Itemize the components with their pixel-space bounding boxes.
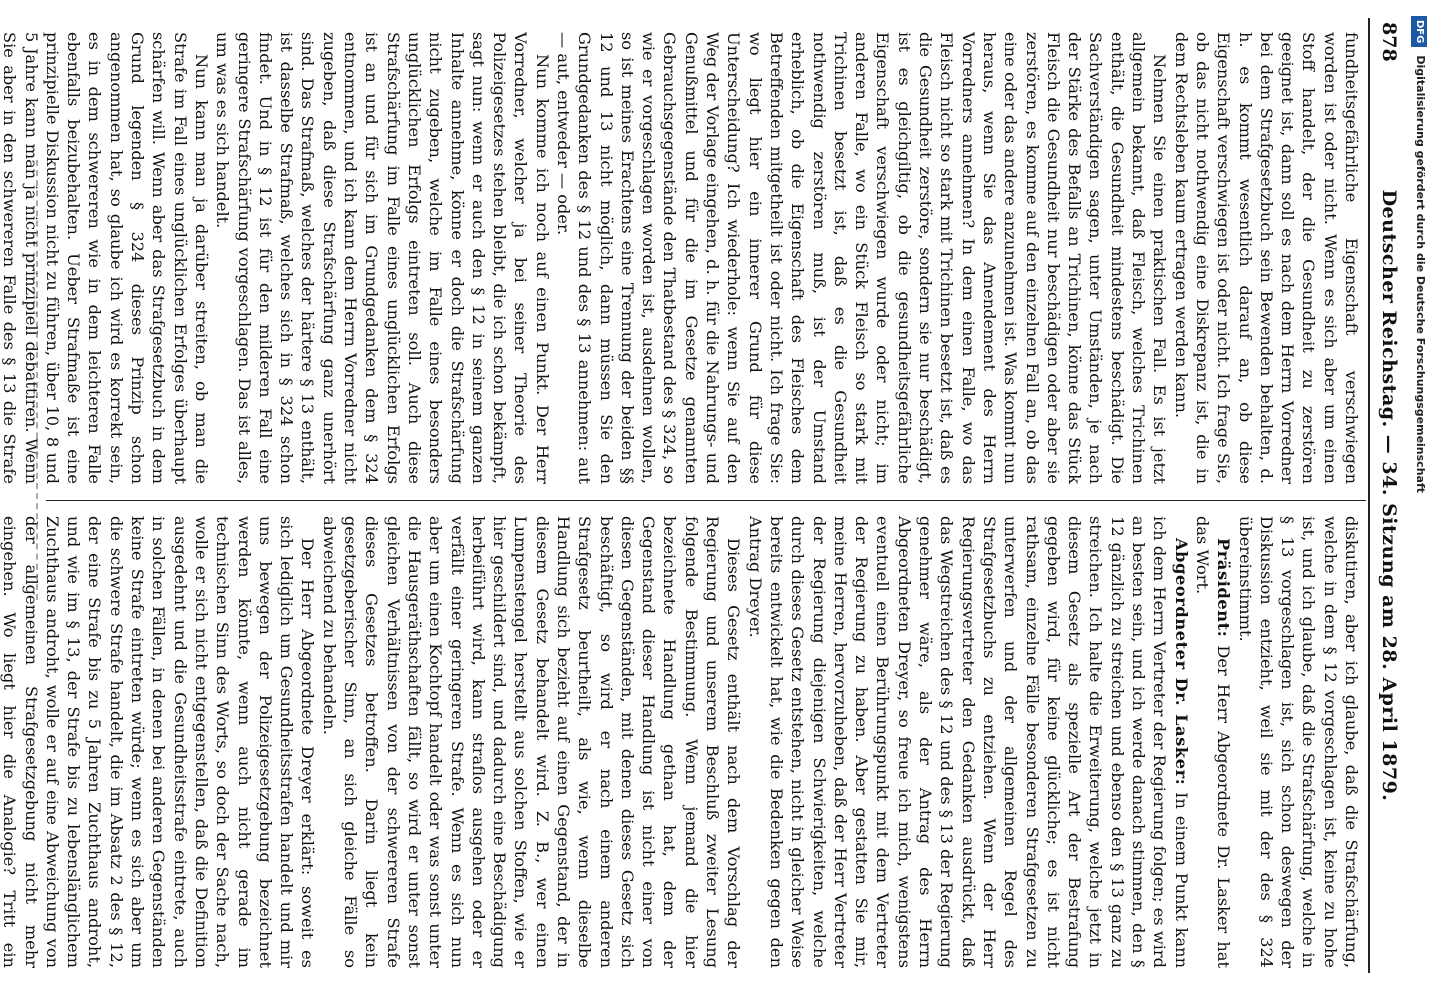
- paragraph: Nun komme ich noch auf einen Punkt. Der Herr Vorredner, welcher ja bei seiner Theorie des Polizeigesetzes stehen bleibt, die ich schon bekämpft, sagt nun: wenn er auch den § 12 in seinem ganzen Inhalte annehme, könne er doch die Strafschärfung nicht zugeben, welche im Falle eines besonders unglücklichen Erfolgs eintreten soll. Auch diese Strafschärfung im Falle eines unglücklichen Erfolgs ist an und für sich im Grundgedanken dem § 324 entnommen, und ich kann dem Herrn Vorredner nicht zugeben, daß diese Strafschärfung ganz unerhört sind. Das Strafmaß, welches der härtere § 13 enthält, ist dasselbe Strafmaß, welches sich in § 324 schon findet. Und in § 12 ist für den milderen Fall eine geringere Strafschärfung vorgeschlagen. Das ist alles, um was es sich handelt.: [213, 32, 552, 484]
- paragraph: diskutiren, aber ich glaube, daß die Strafschärfung, welche in dem § 12 vorgeschlagen ist, keine zu hohe ist, und ich glaube, daß die Strafschärfung, welche in § 13 vorgeschlagen ist, sich schon deswegen der Diskussion entzieht, weil sie mit der des § 324 übereinstimmt.: [1235, 516, 1361, 968]
- page-header: [1368, 18, 1408, 973]
- paragraph: fundheitsgefährliche Eigenschaft verschwiegen worden ist oder nicht. Wenn es sich aber um einen Stoff handelt, der die Gesundheit zu zerstören geeignet ist, dann soll es nach dem Herrn Vorredner bei dem Strafgesetzbuch sein Bewenden behalten, d. h. es kommt wesentlich darauf an, ob diese Eigenschaft verschwiegen ist oder nicht. Ich frage Sie, ob das nicht nothwendig eine Diskrepanz ist, die in dem Rechtsleben kaum ertragen werden kann.: [1171, 32, 1361, 484]
- dfg-logo: DFG: [1411, 16, 1427, 47]
- paragraph: Dieses Gesetz enthält nach dem Vorschlag der Regierung und unserem Beschluß zweiter Lesung folgende Bestimmung. Wenn jemand die hier bezeichnete Handlung gethan hat, dem der Gegenstand dieser Handlung ist nicht einer von diesen Gegenständen, mit denen dieses Gesetz sich beschäftigt, so wird er nach einem anderen Strafgesetz beurtheilt, als wie, wenn dieselbe Handlung sich bezieht auf einen Gegenstand, der in diesem Gesetz behandelt wird. Z. B., wer einen Lumpenstengel herstellt aus solchen Stoffen, wie er hier geschildert sind, und dadurch eine Beschädigung herbeiführt wird, kann straflos ausgehen oder er verfällt einer geringeren Strafe. Wenn es sich nun aber um einen Kochtopf handelt oder was sonst unter die Hausgeräthschaften fällt, so wird er unter sonst gleichen Verhältnissen von der schwereren Strafe dieses Gesetzes betroffen. Darin liegt kein gesetzgeberischer Sinn, an sich gleiche Fälle so abweichend zu behandeln.: [319, 516, 744, 968]
- speaker-name: Abgeordneter Dr. Lasker:: [1171, 538, 1191, 786]
- digitization-credit: [1410, 16, 1430, 976]
- right-column: [0, 516, 1362, 968]
- running-title: Deutscher Reichstag. — 34. Sitzung am 28. April 1879.: [1378, 189, 1400, 802]
- credit-text: Digitalisierung gefördert durch die Deutsche Forschungsgemeinschaft: [1414, 55, 1427, 494]
- column-divider: [46, 500, 1366, 501]
- scan-edge-artifact: [26, 160, 38, 600]
- speech-text: Der Herr Abgeordnete Dr. Lasker hat das Wort.: [1192, 516, 1234, 968]
- paragraph: Der Herr Abgeordnete Dreyer erklärt: soweit es sich lediglich um Gesundheitsstrafen handelt und mir uns bewegen der Polizeigesetzgebung bezeichnet werden könnte, wenn auch nicht gerade im technischen Sinn des Worts, so doch der Sache nach, wolle er sich nicht entgegenstellen, daß die Definition ausgedehnt und die Gesundheitsstrafe eintrete, auch in solchen Fällen, in denen bei anderen Gegenständen keine Strafe eintreten würde; wenn es sich aber um die schwere Strafe handelt, die im Absatz 2 des § 12, der eine Strafe bis zu 5 Jahren Zuchthaus androht, und wie im § 13, der Strafe bis zu lebenslänglichem Zuchthaus androht, wolle er auf eine Abweichung von der allgemeinen Strafgesetzgebung nicht mehr eingehen. Wo liegt hier die Analogie? Tritt ein: [0, 516, 318, 968]
- paragraph: Nun kann man ja darüber streiten, ob man die Strafe im Fall eines unglücklichen Erfolges überhaupt schärfen will. Wenn aber das Strafgesetzbuch in dem Grund legenden § 324 dieses Prinzip schon angenommen hat, so glaube ich wird es korrekt sein, es in dem schwereren wie in dem leichteren Falle ebenfalls beizubehalten. Ueber Strafmaße ist eine prinzipielle Diskussion nicht zu führen, über 10, 8 und 5 Jahre kann man ja nicht prinzipiell debattiren. Wenn Sie aber in den schwereren Falle des § 13 die Strafe: [0, 32, 211, 484]
- left-column: [0, 32, 1362, 484]
- speaker-paragraph: [744, 516, 1191, 968]
- speech-text: In einem Punkt kann ich dem Herrn Vertreter der Regierung folgen; es wird an besten sein, und ich werde danach stimmen, den § 12 gänzlich zu streichen und ebenso den § 13 ganz zu streichen. Ich halte die Erweiterung, welche jetzt in diesem Gesetz als spezielle Art der Bestrafung gegeben wird, für keine glückliche; es ist nicht rathsam, einzelne Fälle besonderen Strafgesetzen zu unterwerfen und der allgemeinen Regel des Strafgesetzbuchs zu entziehen. Wenn der Herr Regierungsvertreter den Gedanken ausdrückt, daß das Wegstreichen des § 12 und des § 13 der Regierung genehmer wäre, als der Antrag des Herrn Abgeordneten Dreyer, so freue ich mich, wenigstens eventuell einen Berührungspunkt mit dem Vertreter der Regierung zu haben. Aber gestatten Sie mir, meine Herren, hervorzuheben, daß der Herr Vertreter der Regierung diejenigen Schwierigkeiten, welche durch dieses Gesetz entstehen, nicht in gleicher Weise bereits entwickelt hat, wie die Bedenken gegen den Antrag Dreyer.: [745, 516, 1191, 968]
- page-number: 878: [1378, 22, 1400, 62]
- paragraph: Nehmen Sie einen praktischen Fall. Es ist jetzt allgemein bekannt, daß Fleisch, welches Trichinen enthält, die Gesundheit mindestens beschädigt. Die Sachverständigen sagen, unter Umständen, je nach der Stärke des Befalls an Trichinen, könne das Stück Fleisch die Gesundheit nur beschädigen oder aber sie zerstören, es komme auf den einzelnen Fall an, ob das eine oder das andere anzunehmen ist. Was kommt nun heraus, wenn Sie das Amendement des Herrn Vorredners annehmen? In dem einen Falle, wo das Fleisch nicht so stark mit Trichinen besetzt ist, daß es die Gesundheit zerstöre, sondern sie nur beschädigt, ist es gleichgiltig, ob die gesundheitsgefährliche Eigenschaft verschwiegen wurde oder nicht; im anderen Falle, wo ein Stück Fleisch so stark mit Trichinen besetzt ist, daß es die Gesundheit nothwendig zerstören muß, ist der Umstand erheblich, ob die Eigenschaft des Fleisches dem Betreffenden mitgetheilt ist oder nicht. Ich frage Sie: wo liegt hier ein innerer Grund für diese Unterscheidung? Ich wiederhole: wenn Sie auf den Weg der Vorlage eingehen, d. h. für die Nahrungs- und Genußmittel und für die im Gesetze genannten Gebrauchsgegenstände den Thatbestand des § 324, so wie er vorgeschlagen worden ist, ausdehnen wollen, so ist meines Erachtens eine Trennung der beiden §§ 12 und 13 nicht möglich, dann müssen Sie den Grundgedanken des § 12 und des § 13 annehmen: aut — aut, entweder — oder.: [554, 32, 1170, 484]
- speaker-name: Präsident:: [1214, 538, 1234, 638]
- speaker-paragraph: [1192, 516, 1235, 968]
